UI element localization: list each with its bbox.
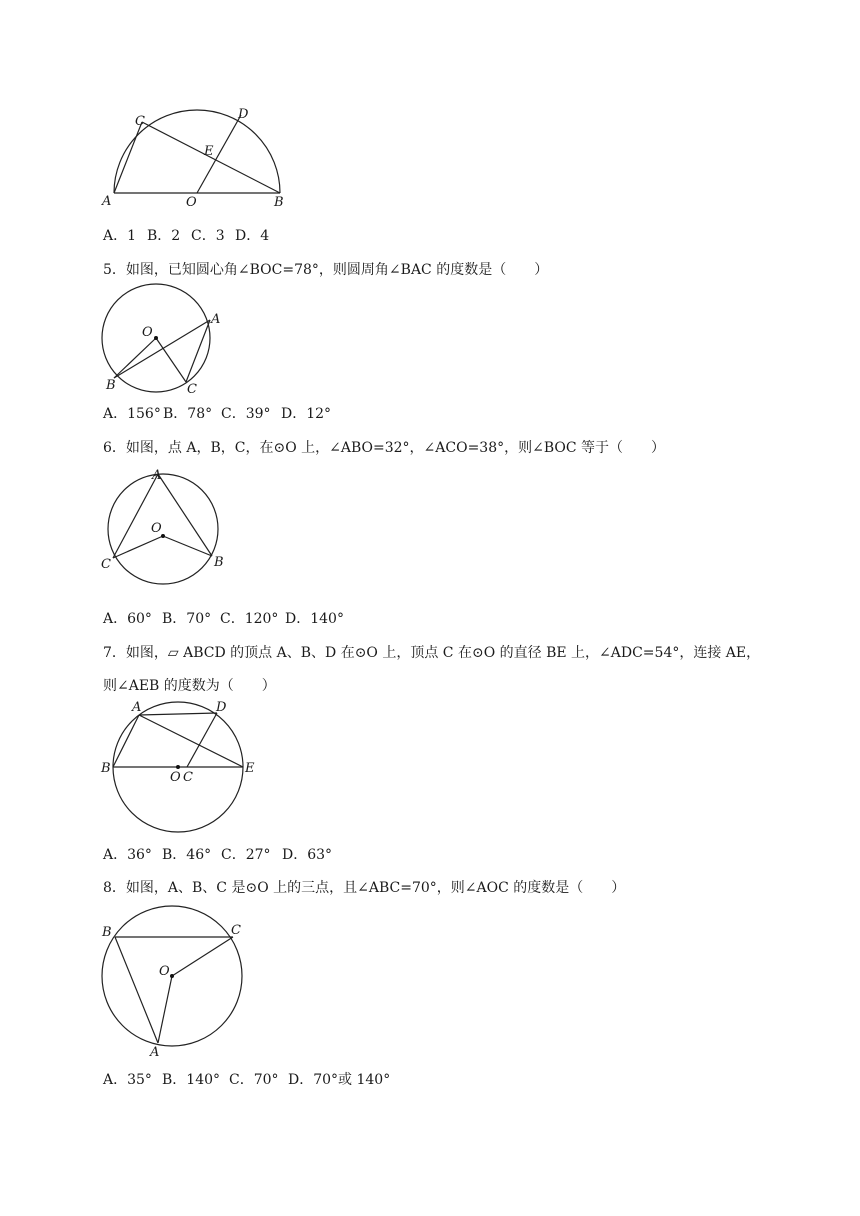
q6-option-d[interactable]: D．140° xyxy=(285,611,344,627)
segment-ob xyxy=(163,536,212,556)
label-o: O xyxy=(170,770,181,785)
q6-option-b[interactable]: B．70° xyxy=(162,611,212,627)
q8-figure xyxy=(100,902,250,1060)
chord-ab xyxy=(158,474,212,556)
q8-option-c[interactable]: C．70° xyxy=(229,1072,279,1088)
circle-diagram xyxy=(100,902,250,1060)
q6-option-a[interactable]: A．60° xyxy=(103,611,152,627)
chord-ac xyxy=(113,474,158,558)
q5-figure xyxy=(100,282,225,397)
center-point xyxy=(176,765,180,769)
segment-oc xyxy=(172,937,233,976)
label-e: E xyxy=(204,144,214,159)
q8-option-a[interactable]: A．35° xyxy=(103,1072,152,1088)
side-ab xyxy=(113,715,139,767)
label-o: O xyxy=(142,325,153,340)
q8-option-b[interactable]: B．140° xyxy=(162,1072,221,1088)
semicircle-diagram xyxy=(100,105,300,215)
q7-stem-line-1: 7．如图，▱ ABCD 的顶点 A、B、D 在⊙O 上，顶点 C 在⊙O 的直径 BE 上，∠ADC=54°，连接 AE， xyxy=(103,645,761,661)
q6-stem: 6．如图，点 A，B，C，在⊙O 上，∠ABO=32°，∠ACO=38°，则∠BOC 等于（ ） xyxy=(103,440,666,456)
label-d: D xyxy=(238,107,249,122)
q4-figure xyxy=(100,105,300,215)
q6-options xyxy=(103,608,344,628)
label-c: C xyxy=(187,382,197,397)
label-b: B xyxy=(101,761,111,776)
circle-diagram xyxy=(100,697,265,835)
label-a: A xyxy=(132,700,142,715)
label-o: O xyxy=(151,521,162,536)
q7-figure xyxy=(100,697,265,835)
label-a: A xyxy=(150,1045,160,1060)
label-o: O xyxy=(159,964,170,979)
segment-oc xyxy=(113,536,163,558)
label-b: B xyxy=(274,195,284,210)
label-c: C xyxy=(183,770,193,785)
center-point xyxy=(170,974,174,978)
q5-option-c[interactable]: C．39° xyxy=(221,406,271,422)
q8-option-d[interactable]: D．70°或 140° xyxy=(288,1072,391,1088)
q4-options xyxy=(103,225,269,245)
side-ad xyxy=(139,713,217,715)
label-a: A xyxy=(152,468,162,483)
q8-stem: 8．如图，A、B、C 是⊙O 上的三点，且∠ABC=70°，则∠AOC 的度数是（ ） xyxy=(103,880,626,896)
q4-option-c[interactable]: C．3 xyxy=(191,228,225,244)
circle-o xyxy=(108,474,218,584)
q5-option-d[interactable]: D．12° xyxy=(281,406,332,422)
segment-ob xyxy=(114,338,156,378)
label-b: B xyxy=(102,925,112,940)
chord-ac xyxy=(114,122,142,193)
circle-diagram xyxy=(100,466,235,586)
circle-diagram xyxy=(100,282,225,397)
q4-option-b[interactable]: B．2 xyxy=(147,228,181,244)
label-o: O xyxy=(186,195,197,210)
q7-option-c[interactable]: C．27° xyxy=(221,847,271,863)
q6-option-c[interactable]: C．120° xyxy=(220,611,279,627)
q5-option-a[interactable]: A．156° xyxy=(103,406,161,422)
q8-options xyxy=(103,1069,390,1089)
q5-stem: 5．如图，已知圆心角∠BOC=78°，则圆周角∠BAC 的度数是（ ） xyxy=(103,262,549,278)
q4-option-d[interactable]: D．4 xyxy=(235,228,270,244)
q5-options xyxy=(103,403,331,423)
label-c: C xyxy=(135,114,145,129)
q5-option-b[interactable]: B．78° xyxy=(163,406,213,422)
q7-option-b[interactable]: B．46° xyxy=(162,847,212,863)
side-dc xyxy=(187,713,217,767)
q7-option-d[interactable]: D．63° xyxy=(282,847,333,863)
label-b: B xyxy=(214,555,224,570)
label-d: D xyxy=(216,700,227,715)
label-a: A xyxy=(211,312,221,327)
q7-options xyxy=(103,844,332,864)
segment-oc xyxy=(156,338,186,382)
center-point xyxy=(154,336,158,340)
chord-ba xyxy=(114,320,210,378)
label-a: A xyxy=(102,194,112,209)
q7-option-a[interactable]: A．36° xyxy=(103,847,152,863)
q7-stem-line-2: 则∠AEB 的度数为（ ） xyxy=(103,678,276,694)
q6-figure xyxy=(100,466,235,586)
label-c: C xyxy=(101,557,111,572)
q4-option-a[interactable]: A．1 xyxy=(103,228,137,244)
label-b: B xyxy=(106,378,116,393)
label-c: C xyxy=(231,923,241,938)
segment-oa xyxy=(158,976,172,1043)
chord-ba xyxy=(115,937,158,1043)
label-e: E xyxy=(245,761,255,776)
